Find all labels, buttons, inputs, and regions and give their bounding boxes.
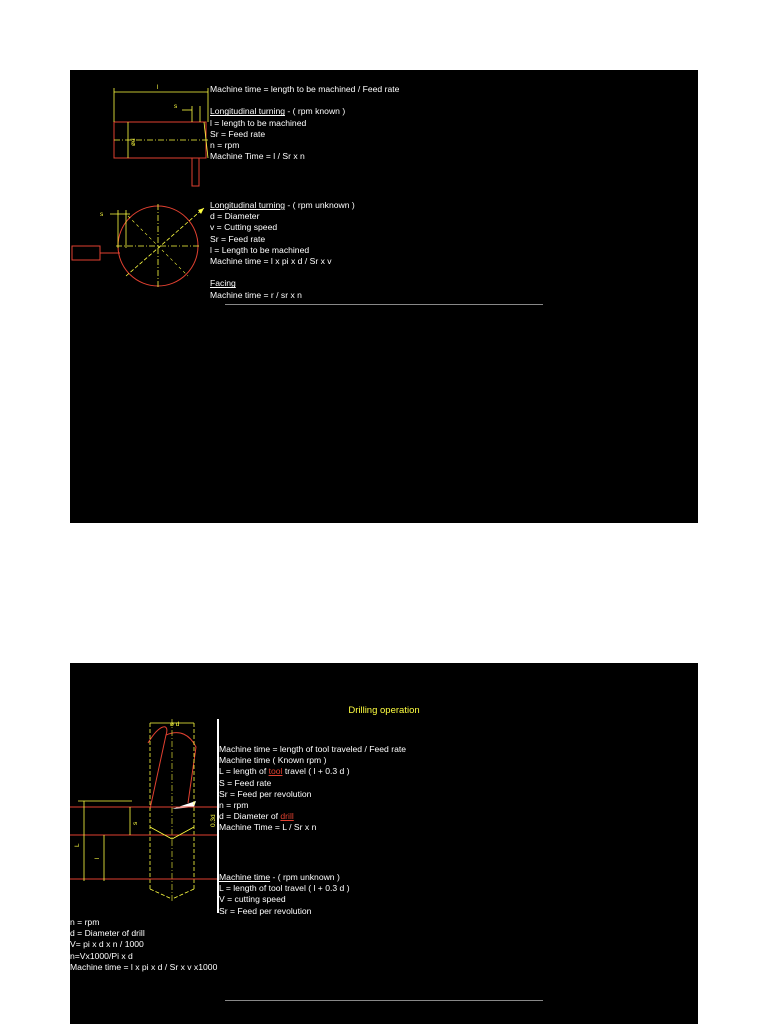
text-line: Sr = Feed per revolution: [219, 788, 312, 799]
text-line: Sr = Feed rate: [210, 128, 266, 139]
drilling-title: Drilling operation: [348, 705, 420, 716]
text-line: n = rpm: [219, 799, 249, 810]
text-line: d = Diameter of drill: [70, 928, 145, 939]
drill-angle-label: 0.3d: [210, 814, 217, 827]
text-line: Machine time = r / sr x n: [210, 289, 302, 300]
text-line: Facing: [210, 278, 236, 289]
text-line: Sr = Feed per revolution: [219, 905, 312, 916]
turning-workpiece-drawing: [114, 88, 210, 186]
hole-length-label: l: [94, 857, 101, 859]
divider: [225, 304, 543, 305]
drill-feed-label: s: [132, 821, 139, 825]
text-line: Machine time = l x pi x d / Sr x v x1000: [70, 961, 218, 972]
text-line: Machine time - ( rpm unknown ): [219, 872, 340, 882]
text-line: n = rpm: [210, 139, 240, 150]
diameter-label: ød: [130, 138, 137, 146]
tool-length-label: L: [74, 843, 81, 847]
text-line: V= pi x d x n / 1000: [70, 939, 144, 950]
text-line: Machine time = length to be machined / Feed rate: [210, 84, 400, 94]
length-label: l: [157, 84, 159, 91]
text-line: l = Length to be machined: [210, 244, 310, 255]
drill-diameter-label: ø d: [170, 721, 180, 728]
text-line: d = Diameter of drill: [219, 811, 294, 822]
text-line: V = cutting speed: [219, 894, 286, 905]
text-line: Longitudinal turning - ( rpm unknown ): [210, 200, 355, 210]
turning-unknown-text-block: [210, 200, 355, 301]
radius-feed-label: s: [100, 211, 104, 218]
text-line: Sr = Feed rate: [210, 233, 266, 244]
slide-drilling: [70, 663, 698, 1024]
text-line: v = Cutting speed: [210, 222, 278, 233]
text-line: [210, 267, 355, 278]
text-line: n = rpm: [70, 917, 100, 927]
text-line: Machine Time = l / Sr x n: [210, 151, 305, 162]
divider: [225, 1000, 543, 1001]
text-line: Machine time = l x pi x d / Sr x v: [210, 255, 332, 266]
text-line: L = length of tool travel ( l + 0.3 d ): [219, 766, 350, 777]
text-line: d = Diameter: [210, 211, 260, 222]
text-line: Machine time = length of tool traveled / Feed rate: [219, 744, 407, 754]
text-line: Longitudinal turning - ( rpm known ): [210, 106, 346, 117]
drilling-formula-text-block: [70, 917, 217, 973]
turning-text-block: [210, 84, 399, 162]
text-line: S = Feed rate: [219, 777, 272, 788]
facing-circle-drawing: [72, 204, 204, 288]
slide-turning: [70, 70, 698, 523]
text-line: n=Vx1000/Pi x d: [70, 950, 133, 961]
text-line: L = length of tool travel ( l + 0.3 d ): [219, 883, 350, 894]
text-line: Machine Time = L / Sr x n: [219, 822, 317, 833]
drilling-known-text-block: [219, 744, 406, 834]
drilling-unknown-text-block: [219, 872, 350, 917]
text-line: [210, 95, 399, 106]
feed-label: s: [174, 103, 178, 110]
text-line: Machine time ( Known rpm ): [219, 755, 327, 766]
text-line: l = length to be machined: [210, 117, 307, 128]
drill-drawing: [70, 719, 218, 913]
